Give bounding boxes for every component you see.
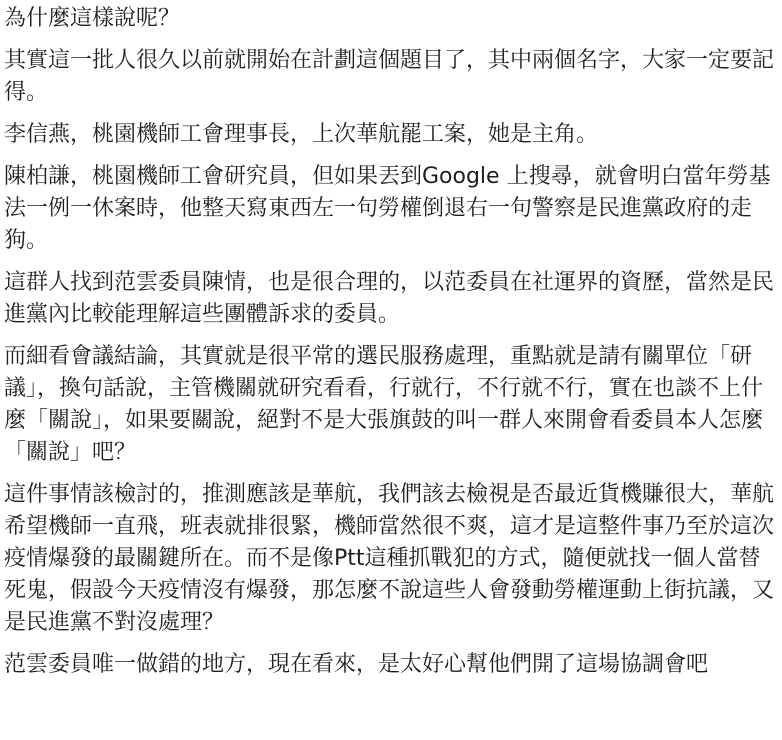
post-paragraph-8: 范雲委員唯一做錯的地方，現在看來，是太好心幫他們開了這場協調會吧 — [4, 652, 709, 677]
post-paragraph-6: 而細看會議結論，其實就是很平常的選民服務處理，重點就是請有關單位「研議」，換句話說，主管機關就研究看看，行就行，不行就不行，實在也談不上什麼「關說」，如果要關說，絕對不是大張旗鼓的叫一群人來開會看委員本人怎麼「關說」吧？ — [4, 344, 764, 465]
post-paragraph-1: 為什麼這樣說呢？ — [4, 6, 181, 31]
post-paragraph-2: 其實這一批人很久以前就開始在計劃這個題目了，其中兩個名字，大家一定要記得。 — [4, 48, 775, 105]
post-paragraph-4: 陳柏謙，桃園機師工會研究員，但如果丟到Google 上搜尋，就會明白當年勞基法一例一休案時，他整天寫東西左一句勞權倒退右一句警察是民進黨政府的走狗。 — [4, 164, 771, 253]
post-paragraph-7: 這件事情該檢討的，推測應該是華航，我們該去檢視是否最近貨機賺很大，華航希望機師一直飛，班表就排很緊，機師當然很不爽，這才是這整件事乃至於這次疫情爆發的最關鍵所在。而不是像Ptt這種抓戰犯的方式，隨便就找一個人當替死鬼，假設今天疫情沒有爆發，那怎麼不說這些人會發動勞權運動上街抗議，又是民進黨不對沒處理？ — [4, 482, 775, 635]
post-paragraph-5: 這群人找到范雲委員陳情，也是很合理的，以范委員在社運界的資歷，當然是民進黨內比較能理解這些團體訴求的委員。 — [4, 270, 775, 327]
post-paragraph-3: 李信燕，桃園機師工會理事長，上次華航罷工案，她是主角。 — [4, 122, 599, 147]
post-body — [4, 0, 776, 681]
